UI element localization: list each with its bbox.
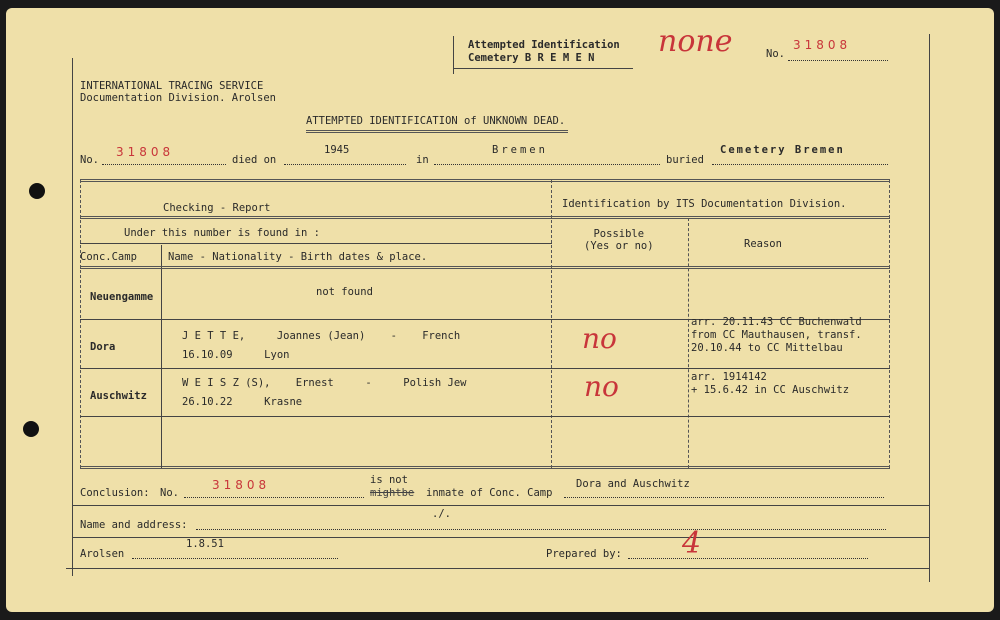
reason-header: Reason xyxy=(744,238,782,250)
top-box-line1: Attempted Identification xyxy=(468,39,620,51)
card-left-border xyxy=(72,58,73,576)
buried-label: buried xyxy=(666,154,704,166)
top-no-value: 31808 xyxy=(793,38,852,52)
none-annotation: none xyxy=(658,24,733,59)
footer-date: 1.8.51 xyxy=(186,538,224,550)
possible-header: Possible (Yes or no) xyxy=(584,228,654,252)
prepared-dots xyxy=(628,558,868,559)
in-value: Bremen xyxy=(492,144,548,156)
org-name: INTERNATIONAL TRACING SERVICE xyxy=(80,80,264,92)
conclusion-status-struck: mightbe xyxy=(370,487,415,499)
buried-value: Cemetery Bremen xyxy=(720,144,845,156)
conclusion-no-dots xyxy=(184,497,364,498)
died-value: 1945 xyxy=(324,144,350,156)
row3-camp: Auschwitz xyxy=(90,390,147,402)
index-card xyxy=(6,8,994,612)
row3-reason: arr. 1914142 + 15.6.42 in CC Auschwitz xyxy=(691,371,850,396)
top-no-label: No. xyxy=(766,48,785,60)
record-no-dots xyxy=(102,164,226,165)
punch-hole-bottom xyxy=(23,421,39,437)
row1-camp: Neuengamme xyxy=(90,291,154,303)
in-label: in xyxy=(416,154,429,166)
conclusion-label: Conclusion: xyxy=(80,487,150,499)
conclusion-camp: Dora and Auschwitz xyxy=(576,478,690,490)
division-name: Documentation Division. Arolsen xyxy=(80,92,276,104)
table-left-border xyxy=(80,180,81,468)
row2-possible: no xyxy=(582,322,617,355)
row2-rule xyxy=(80,368,890,369)
row3-birth: 26.10.22 Krasne xyxy=(182,396,303,408)
col-name-header: Name - Nationality - Birth dates & place. xyxy=(168,251,428,263)
under-number-rule xyxy=(80,243,552,244)
row3-rule xyxy=(80,416,890,417)
name-address-label: Name and address: xyxy=(80,519,188,531)
table-bottom-border xyxy=(80,466,890,469)
top-no-dots xyxy=(788,60,888,61)
conclusion-no-label: No. xyxy=(160,487,179,499)
checking-header: Checking - Report xyxy=(163,202,271,214)
died-dots xyxy=(284,164,406,165)
conclusion-camp-dots xyxy=(564,497,884,498)
in-dots xyxy=(434,164,660,165)
col-header-rule xyxy=(80,266,890,269)
table-top-border xyxy=(80,179,890,182)
died-label: died on xyxy=(232,154,277,166)
conclusion-rule xyxy=(72,505,929,506)
record-no-label: No. xyxy=(80,154,99,166)
identification-header: Identification by ITS Documentation Division. xyxy=(562,198,847,210)
header-rule xyxy=(80,216,890,219)
record-no-value: 31808 xyxy=(116,145,175,159)
row2-camp: Dora xyxy=(90,341,116,353)
table-camp-divider xyxy=(161,245,162,468)
footer-place: Arolsen xyxy=(80,548,125,560)
title-underline xyxy=(306,130,568,133)
conclusion-status-rest: inmate of Conc. Camp xyxy=(426,487,553,499)
conclusion-status-top: is not xyxy=(370,474,408,486)
name-address-dots xyxy=(196,529,886,530)
row3-name: W E I S Z (S), Ernest - Polish Jew xyxy=(182,377,467,389)
row2-birth: 16.10.09 Lyon xyxy=(182,349,290,361)
card-right-border xyxy=(929,34,930,582)
footer-rule xyxy=(66,568,929,569)
prepared-mark: 4 xyxy=(682,526,702,561)
under-number-label: Under this number is found in : xyxy=(124,227,320,239)
buried-dots xyxy=(712,164,888,165)
table-right-border xyxy=(889,180,890,468)
punch-hole-top xyxy=(29,183,45,199)
row2-name: J E T T E, Joannes (Jean) - French xyxy=(182,330,461,342)
row2-reason: arr. 20.11.43 CC Buchenwald from CC Mauthausen, transf. 20.10.44 to CC Mittelbau xyxy=(691,316,862,354)
top-box-line2: Cemetery B R E M E N xyxy=(468,52,595,64)
top-box-underline xyxy=(453,68,633,69)
row3-possible: no xyxy=(584,370,619,403)
form-title: ATTEMPTED IDENTIFICATION of UNKNOWN DEAD. xyxy=(306,115,566,127)
row1-name: not found xyxy=(316,286,373,298)
table-mid-divider xyxy=(551,180,552,468)
col-camp-header: Conc.Camp xyxy=(80,251,137,263)
name-address-value: ./. xyxy=(432,508,451,520)
prepared-label: Prepared by: xyxy=(546,548,622,560)
table-reason-divider xyxy=(688,218,689,468)
conclusion-no-value: 31808 xyxy=(212,478,271,492)
footer-date-dots xyxy=(132,558,338,559)
